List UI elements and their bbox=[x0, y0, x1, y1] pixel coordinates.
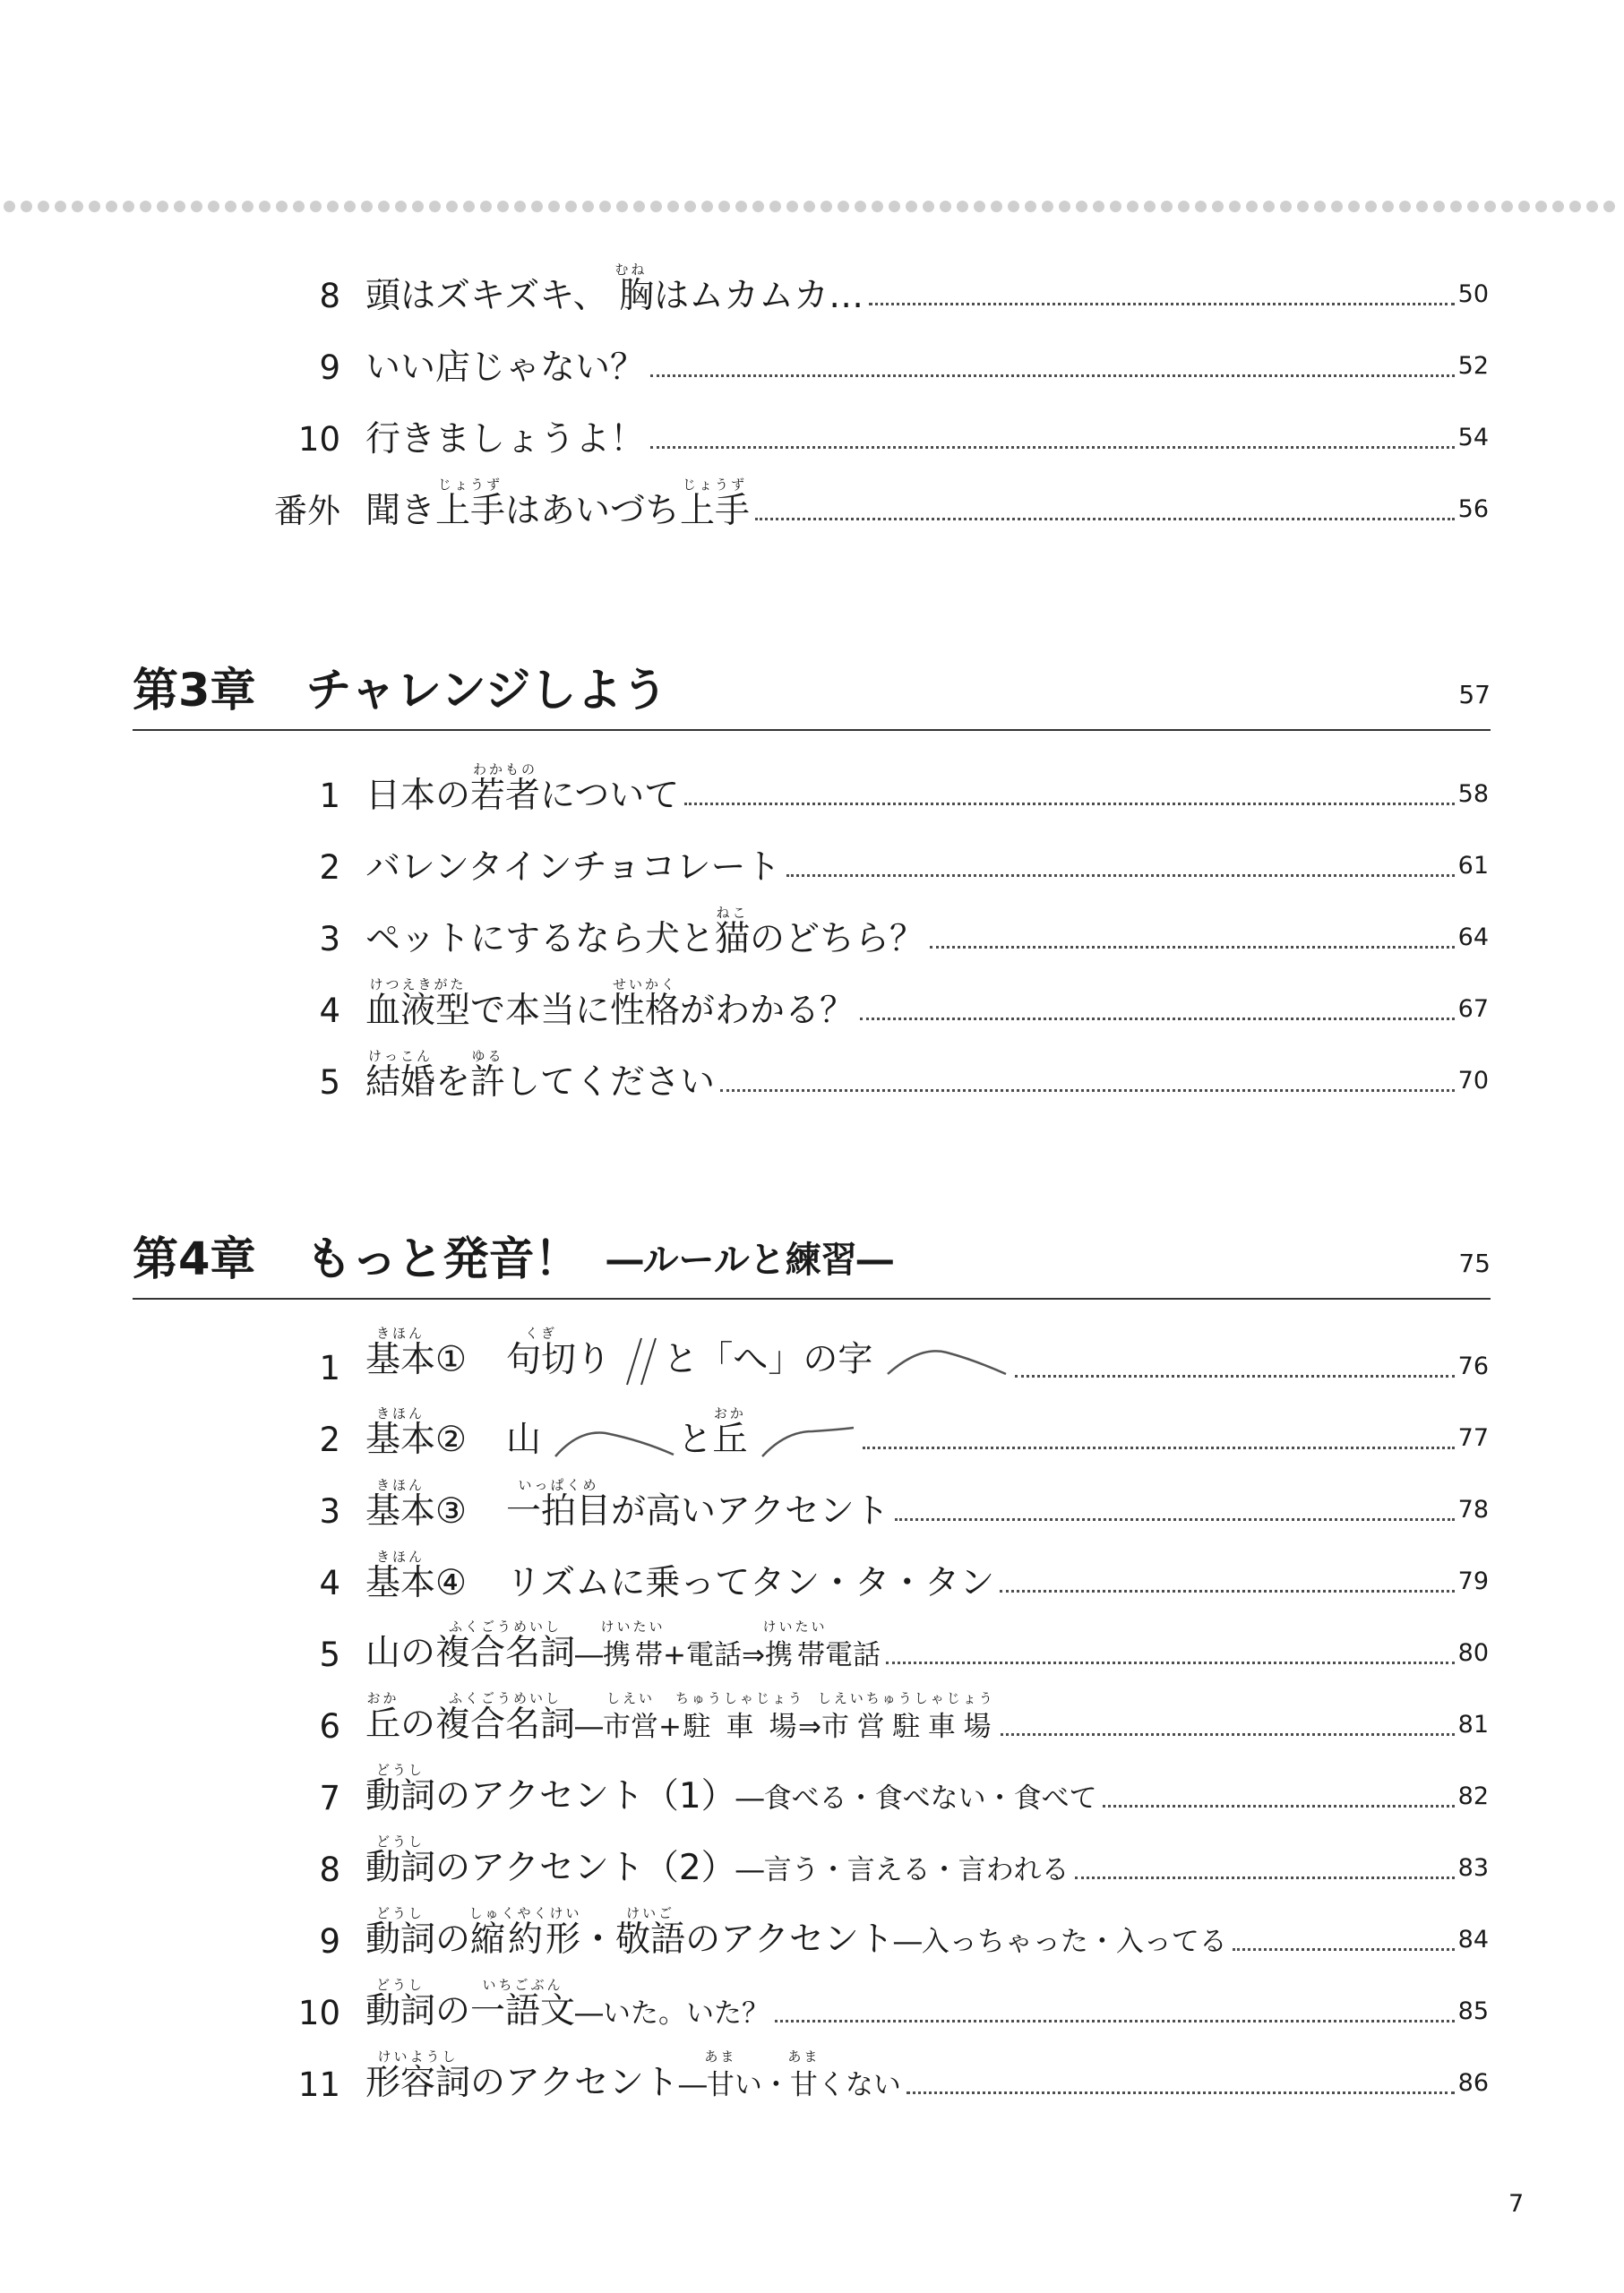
border-dot bbox=[1093, 201, 1104, 212]
border-dot bbox=[821, 201, 832, 212]
page-number: 77 bbox=[1457, 1424, 1489, 1452]
border-dot bbox=[565, 201, 577, 212]
page-number: 54 bbox=[1457, 424, 1489, 451]
entry-title: いい店じゃない？ bbox=[365, 348, 646, 388]
page-number: 81 bbox=[1457, 1711, 1489, 1739]
entry-title: 動詞どうしのアクセント（2）―言う・言える・言われる bbox=[365, 1834, 1070, 1888]
dot-leader bbox=[786, 874, 1455, 877]
entry-title: 基本きほん④ リズムに乗ってタン・タ・タン bbox=[365, 1549, 995, 1603]
dot-leader bbox=[684, 803, 1454, 805]
page-number: 67 bbox=[1457, 995, 1489, 1023]
border-dot bbox=[616, 201, 628, 212]
chapter-label: 第4章 bbox=[133, 1233, 256, 1286]
border-dot bbox=[378, 201, 390, 212]
page-number: 70 bbox=[1457, 1067, 1489, 1095]
toc-entry[interactable] bbox=[251, 1827, 1489, 1890]
dot-leader bbox=[907, 2091, 1455, 2094]
border-dot bbox=[1161, 201, 1173, 212]
chapter-title: チャレンジしよう bbox=[305, 665, 668, 717]
border-dot bbox=[1331, 201, 1343, 212]
entry-number: 8 bbox=[319, 277, 340, 315]
border-dot bbox=[412, 201, 424, 212]
entry-number: 11 bbox=[297, 2065, 340, 2104]
border-dot bbox=[1518, 201, 1530, 212]
page-number: 56 bbox=[1457, 495, 1489, 523]
toc-entry[interactable] bbox=[251, 897, 1489, 959]
page-number: 76 bbox=[1457, 1353, 1489, 1380]
page-number: 85 bbox=[1457, 1997, 1489, 2025]
entry-title: バレンタインチョコレート bbox=[365, 847, 781, 888]
yama-pitch-curve-icon bbox=[552, 1424, 677, 1460]
border-dot bbox=[191, 201, 202, 212]
entry-number: 6 bbox=[319, 1707, 340, 1746]
entry-number: 番外 bbox=[274, 492, 340, 530]
toc-entry[interactable] bbox=[251, 1469, 1489, 1532]
entry-title: 頭はズキズキ、 胸むねはムカムカ… bbox=[365, 262, 864, 316]
toc-entry[interactable] bbox=[251, 1756, 1489, 1818]
border-dot bbox=[1314, 201, 1326, 212]
border-dot bbox=[1569, 201, 1581, 212]
entry-title: 動詞どうしの縮約形しゅくやくけい・敬語けいごのアクセント―入っちゃった・入ってる bbox=[365, 1905, 1227, 1960]
toc-entry[interactable] bbox=[251, 1040, 1489, 1103]
border-dot bbox=[1195, 201, 1207, 212]
page-number: 79 bbox=[1457, 1567, 1489, 1595]
toc-entry[interactable] bbox=[251, 1326, 1489, 1388]
border-dot bbox=[1586, 201, 1598, 212]
border-dot bbox=[1365, 201, 1377, 212]
border-dot bbox=[1467, 201, 1479, 212]
he-pitch-curve-icon bbox=[884, 1344, 1010, 1379]
entry-title: 結婚けっこんを許ゆるしてください bbox=[365, 1048, 716, 1103]
border-dot bbox=[429, 201, 441, 212]
entry-number: 8 bbox=[319, 1851, 340, 1889]
border-dot bbox=[395, 201, 407, 212]
entry-number: 5 bbox=[319, 1063, 340, 1102]
border-dot bbox=[650, 201, 662, 212]
chapter-label: 第3章 bbox=[133, 665, 256, 717]
border-dot bbox=[1008, 201, 1019, 212]
border-dot bbox=[327, 201, 339, 212]
toc-entry[interactable] bbox=[251, 1541, 1489, 1603]
border-dot bbox=[1297, 201, 1309, 212]
border-dot bbox=[1416, 201, 1428, 212]
toc-entry[interactable] bbox=[251, 325, 1489, 388]
border-dot bbox=[1229, 201, 1241, 212]
border-dot bbox=[701, 201, 713, 212]
border-dot bbox=[718, 201, 730, 212]
border-dot bbox=[1025, 201, 1036, 212]
border-dot bbox=[923, 201, 934, 212]
entry-number: 2 bbox=[319, 848, 340, 887]
border-dot bbox=[803, 201, 815, 212]
entry-number: 9 bbox=[319, 348, 340, 387]
border-dot bbox=[89, 201, 100, 212]
border-dot bbox=[855, 201, 866, 212]
dot-leader bbox=[1103, 1805, 1455, 1808]
border-dot bbox=[1348, 201, 1360, 212]
dot-leader bbox=[863, 1447, 1455, 1449]
slash-mark-icon bbox=[622, 1335, 663, 1388]
page-number: 86 bbox=[1457, 2069, 1489, 2097]
toc-entry[interactable] bbox=[251, 2042, 1489, 2105]
entry-title: 基本きほん① 句切くぎり と「へ」の字 bbox=[365, 1326, 1010, 1389]
dot-leader bbox=[650, 374, 1455, 377]
border-dot bbox=[786, 201, 798, 212]
border-dot bbox=[1535, 201, 1547, 212]
border-dot bbox=[514, 201, 526, 212]
border-dot bbox=[157, 201, 168, 212]
page-number: 78 bbox=[1457, 1496, 1489, 1524]
border-dot bbox=[1501, 201, 1513, 212]
border-dot bbox=[735, 201, 747, 212]
page-number: 58 bbox=[1457, 780, 1489, 808]
toc-entry[interactable] bbox=[251, 968, 1489, 1031]
dot-leader bbox=[869, 303, 1455, 305]
border-dot bbox=[889, 201, 900, 212]
dot-leader bbox=[775, 2020, 1455, 2022]
border-dot bbox=[633, 201, 645, 212]
chapter-heading[interactable] bbox=[133, 659, 1491, 731]
toc-entry[interactable] bbox=[251, 253, 1489, 316]
border-dot bbox=[140, 201, 151, 212]
dot-leader bbox=[930, 946, 1455, 949]
border-dot bbox=[38, 201, 49, 212]
border-dot bbox=[1399, 201, 1411, 212]
border-dot bbox=[225, 201, 236, 212]
border-dot bbox=[106, 201, 117, 212]
chapter-page: 57 bbox=[1458, 680, 1491, 709]
toc-entry[interactable] bbox=[251, 468, 1489, 531]
border-dot bbox=[1603, 201, 1615, 212]
border-dot bbox=[463, 201, 475, 212]
border-dot bbox=[276, 201, 288, 212]
entry-title: 基本きほん③ 一拍目いっぱくめが高いアクセント bbox=[365, 1477, 889, 1532]
entry-title: ペットにするなら犬と猫ねこのどちら？ bbox=[365, 905, 925, 959]
border-dot bbox=[446, 201, 458, 212]
entry-number: 10 bbox=[297, 420, 340, 459]
border-dot bbox=[599, 201, 611, 212]
page-number: 80 bbox=[1457, 1639, 1489, 1667]
border-dot bbox=[344, 201, 356, 212]
entry-title: 基本きほん② 山 と丘おか bbox=[365, 1405, 857, 1460]
dot-leader bbox=[650, 446, 1455, 449]
dot-leader bbox=[1015, 1375, 1455, 1378]
page-number: 61 bbox=[1457, 852, 1489, 880]
border-dot bbox=[548, 201, 560, 212]
border-dot bbox=[1433, 201, 1445, 212]
border-dot bbox=[582, 201, 594, 212]
border-dot bbox=[1382, 201, 1394, 212]
entry-number: 5 bbox=[319, 1636, 340, 1674]
border-dot bbox=[769, 201, 781, 212]
border-dot bbox=[4, 201, 15, 212]
border-dot bbox=[906, 201, 917, 212]
entry-title: 血液型けつえきがたで本当に性格せいかくがわかる？ bbox=[365, 976, 855, 1031]
entry-number: 4 bbox=[319, 992, 340, 1030]
entry-number: 3 bbox=[319, 920, 340, 958]
page-number: 64 bbox=[1457, 923, 1489, 951]
dot-leader bbox=[1233, 1948, 1455, 1951]
border-dot bbox=[497, 201, 509, 212]
border-dot bbox=[1450, 201, 1462, 212]
border-dot bbox=[72, 201, 83, 212]
entry-title: 日本の若者わかものについて bbox=[365, 761, 680, 816]
border-dot bbox=[752, 201, 764, 212]
border-dot bbox=[872, 201, 883, 212]
page-footer-number: 7 bbox=[1508, 2190, 1525, 2218]
toc-entry[interactable] bbox=[251, 1397, 1489, 1460]
border-dot bbox=[1144, 201, 1156, 212]
entry-number: 2 bbox=[319, 1421, 340, 1459]
dot-leader bbox=[886, 1662, 1455, 1664]
border-dot bbox=[1042, 201, 1053, 212]
entry-title: 動詞どうしのアクセント（1）―食べる・食べない・食べて bbox=[365, 1762, 1097, 1816]
page-number: 50 bbox=[1457, 280, 1489, 308]
border-dot bbox=[838, 201, 849, 212]
entry-title: 行きましょうよ！ bbox=[365, 419, 646, 459]
entry-title: 形容詞けいようしのアクセント―甘あまい・甘あまくない bbox=[365, 2048, 901, 2103]
border-dot bbox=[1246, 201, 1258, 212]
border-dot bbox=[55, 201, 66, 212]
page-number: 84 bbox=[1457, 1926, 1489, 1954]
entry-title: 動詞どうしの一語文いちごぶん―いた。いた？ bbox=[365, 1977, 770, 2031]
oka-pitch-curve-icon bbox=[759, 1424, 857, 1460]
border-dot bbox=[957, 201, 968, 212]
border-dot bbox=[208, 201, 219, 212]
toc-entry[interactable] bbox=[251, 1684, 1489, 1747]
dot-leader bbox=[860, 1018, 1455, 1020]
entry-number: 7 bbox=[319, 1779, 340, 1817]
toc-entry[interactable] bbox=[251, 1612, 1489, 1675]
chapter-page: 75 bbox=[1458, 1249, 1491, 1278]
border-dot bbox=[310, 201, 322, 212]
border-dot bbox=[361, 201, 373, 212]
border-dot bbox=[991, 201, 1002, 212]
border-dot bbox=[21, 201, 32, 212]
toc-entry[interactable] bbox=[251, 1971, 1489, 2033]
border-dot bbox=[1484, 201, 1496, 212]
entry-number: 9 bbox=[319, 1922, 340, 1961]
border-dot bbox=[667, 201, 679, 212]
border-dot bbox=[974, 201, 985, 212]
border-dot bbox=[1059, 201, 1070, 212]
toc-entry[interactable] bbox=[251, 1899, 1489, 1962]
page-number: 52 bbox=[1457, 352, 1489, 380]
border-dot bbox=[242, 201, 253, 212]
chapter-heading[interactable] bbox=[133, 1228, 1491, 1300]
entry-title: 聞き上手じょうずはあいづち上手じょうず bbox=[365, 477, 751, 531]
dot-leader bbox=[1000, 1590, 1454, 1593]
dot-leader bbox=[1001, 1733, 1455, 1736]
dot-leader bbox=[895, 1518, 1455, 1521]
border-dot bbox=[1127, 201, 1139, 212]
dot-leader bbox=[1075, 1876, 1455, 1879]
border-dot bbox=[1110, 201, 1121, 212]
entry-number: 10 bbox=[297, 1994, 340, 2032]
chapter-title: もっと発音！ bbox=[305, 1233, 580, 1286]
border-dot bbox=[684, 201, 696, 212]
entry-number: 3 bbox=[319, 1492, 340, 1531]
page-number: 83 bbox=[1457, 1854, 1489, 1882]
border-dot bbox=[940, 201, 951, 212]
entry-number: 1 bbox=[319, 777, 340, 815]
decorative-dot-border bbox=[0, 196, 1624, 216]
entry-number: 4 bbox=[319, 1564, 340, 1602]
border-dot bbox=[480, 201, 492, 212]
border-dot bbox=[293, 201, 305, 212]
chapter-subtitle: ―ルールと練習― bbox=[606, 1240, 893, 1281]
dot-leader bbox=[755, 518, 1455, 520]
entry-title: 山の複合名詞ふくごうめいし―携帯けいたい+電話⇒携帯けいたい電話 bbox=[365, 1619, 881, 1673]
dot-leader bbox=[720, 1089, 1455, 1092]
entry-number: 1 bbox=[319, 1349, 340, 1387]
border-dot bbox=[174, 201, 185, 212]
border-dot bbox=[1263, 201, 1275, 212]
border-dot bbox=[1178, 201, 1190, 212]
border-dot bbox=[259, 201, 271, 212]
border-dot bbox=[123, 201, 134, 212]
border-dot bbox=[1280, 201, 1292, 212]
toc-entry[interactable] bbox=[251, 825, 1489, 888]
page-number: 82 bbox=[1457, 1782, 1489, 1810]
entry-title: 丘おかの複合名詞ふくごうめいし―市営しえい+駐車場ちゅうしゃじょう⇒市営駐車場しえいちゅうしゃじょう bbox=[365, 1690, 995, 1745]
border-dot bbox=[531, 201, 543, 212]
border-dot bbox=[1212, 201, 1224, 212]
border-dot bbox=[1552, 201, 1564, 212]
border-dot bbox=[1076, 201, 1087, 212]
toc-entry[interactable] bbox=[251, 397, 1489, 459]
toc-entry[interactable] bbox=[251, 753, 1489, 816]
